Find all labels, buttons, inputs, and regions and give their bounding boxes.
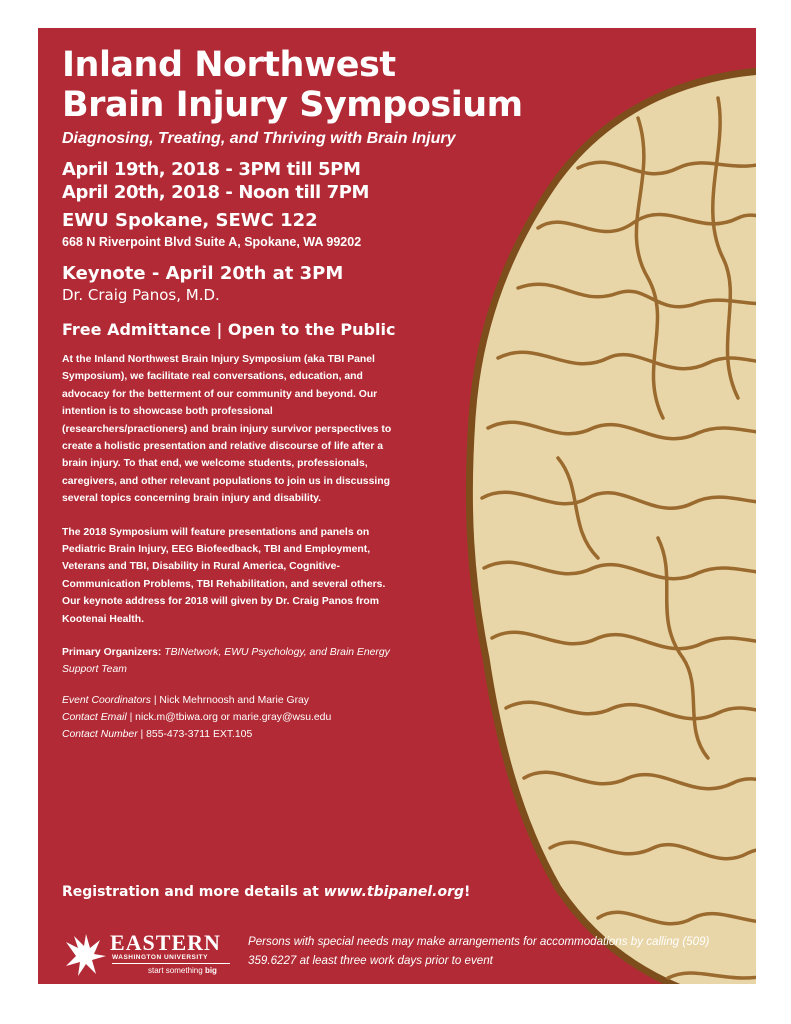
venue: EWU Spokane, SEWC 122: [62, 210, 318, 231]
logo-university: WASHINGTON UNIVERSITY: [112, 954, 208, 961]
contact-number-value: | 855-473-3711 EXT.105: [140, 729, 253, 741]
registration-url[interactable]: www.tbipanel.org: [323, 884, 465, 900]
poster: [38, 28, 756, 984]
coordinators: [62, 692, 392, 743]
eagle-icon: [60, 928, 112, 980]
address: 668 N Riverpoint Blvd Suite A, Spokane, WA 99202: [62, 235, 362, 249]
free-admittance: Free Admittance | Open to the Public: [62, 320, 396, 339]
contact-number-label: Contact Number: [62, 729, 138, 741]
ewu-logo: [60, 928, 240, 980]
organizers-value: TBINetwork, EWU Psychology, and Brain Energy Support Team: [62, 647, 390, 676]
organizers: [62, 644, 392, 678]
logo-divider: [112, 963, 230, 964]
coordinators-label: Event Coordinators: [62, 695, 151, 707]
intro-paragraph: At the Inland Northwest Brain Injury Symposium (aka TBI Panel Symposium), we facilitate real conversations, education, and advocacy for the betterment of our community and beyond. Our intention is to showcase both professional (researchers/practioners) and brain injury survivor perspectives to create a holistic presentation and relative discourse of life after a brain injury. To that end, we welcome students, professionals, caregivers, and other relevant populations to join us in discussing several topics concerning brain injury and disability.: [62, 354, 392, 505]
date-line: April 20th, 2018 - Noon till 7PM: [62, 182, 370, 203]
contact-email-label: Contact Email: [62, 712, 127, 724]
logo-name: EASTERN: [110, 930, 221, 955]
organizers-label: Primary Organizers:: [62, 647, 162, 659]
logo-tagline: [148, 966, 217, 975]
tagline-end: big: [204, 966, 217, 975]
tagline-start: start something: [148, 966, 203, 975]
contact-email-value[interactable]: | nick.m@tbiwa.org or marie.gray@wsu.edu: [129, 712, 332, 724]
title-line-1: Inland Northwest: [62, 45, 396, 85]
brain-illustration: [458, 58, 756, 984]
footer: [60, 928, 750, 984]
special-needs-note: Persons with special needs may make arrangements for accommodations by calling (509) 359.6227 at least three work days prior to event: [248, 935, 710, 967]
program-paragraph: The 2018 Symposium will feature presentations and panels on Pediatric Brain Injury, EEG Biofeedback, TBI and Employment, Veterans and TBI, Disability in Rural America, Cognitive-Communication Problems, TBI Rehabilitation, and several others. Our keynote address for 2018 will given by Dr. Craig Panos from Kootenai Health.: [62, 526, 386, 625]
keynote-speaker: Dr. Craig Panos, M.D.: [62, 286, 220, 304]
registration-suffix: !: [464, 884, 471, 900]
dates: [62, 158, 482, 204]
date-line: April 19th, 2018 - 3PM till 5PM: [62, 159, 361, 180]
registration-line: [62, 884, 470, 900]
title-line-2: Brain Injury Symposium: [62, 85, 523, 125]
registration-prefix: Registration and more details at: [62, 884, 319, 900]
keynote: Keynote - April 20th at 3PM: [62, 263, 344, 284]
subtitle: Diagnosing, Treating, and Thriving with Brain Injury: [62, 130, 456, 147]
coordinators-value: | Nick Mehrnoosh and Marie Gray: [153, 695, 309, 707]
